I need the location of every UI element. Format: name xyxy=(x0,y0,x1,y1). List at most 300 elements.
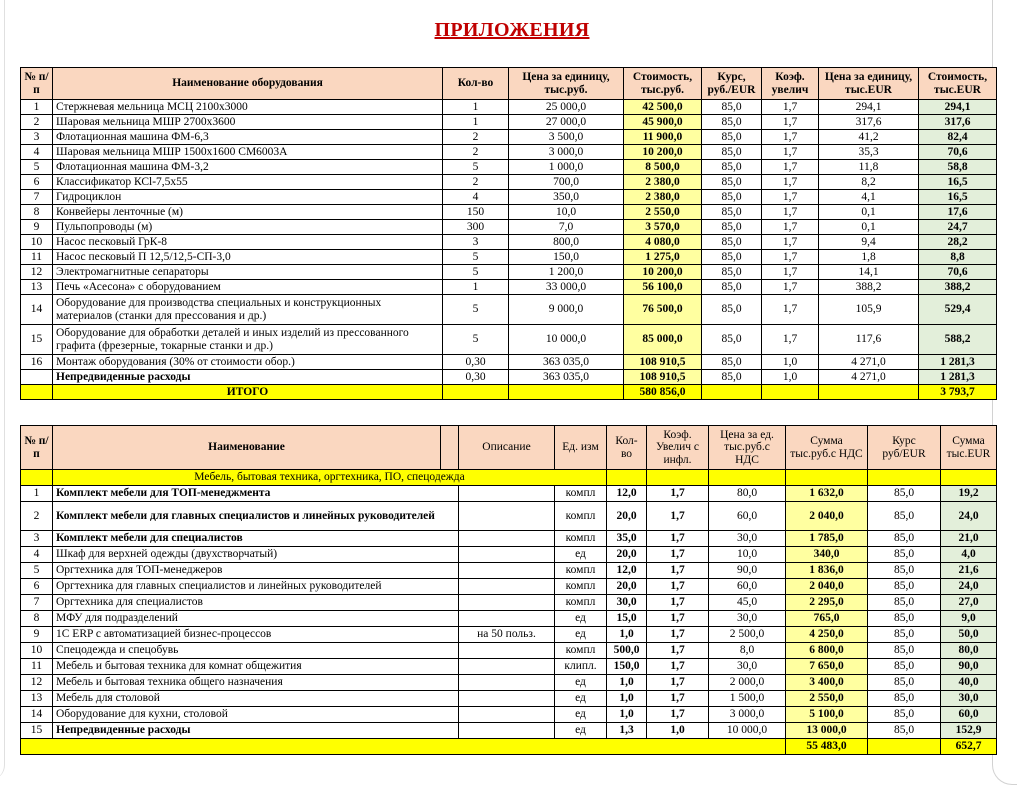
total-price-eur xyxy=(819,385,919,400)
row-name: Комплект мебели для главных специалистов и линейных руководителей xyxy=(53,502,459,531)
row-coef: 1,7 xyxy=(762,115,819,130)
row-unit: компл xyxy=(555,531,607,547)
col-name: Наименование оборудования xyxy=(53,68,443,100)
row-price-rub: 33 000,0 xyxy=(509,280,624,295)
row-rate: 85,0 xyxy=(702,205,762,220)
row-cost-eur: 24,7 xyxy=(919,220,997,235)
page-title: ПРИЛОЖЕНИЯ xyxy=(434,19,590,41)
row-cost-rub: 4 080,0 xyxy=(624,235,702,250)
table-header-row xyxy=(21,68,997,100)
row-num: 7 xyxy=(21,190,53,205)
row-rate: 85,0 xyxy=(868,659,941,675)
row-num: 11 xyxy=(21,659,53,675)
total-coef xyxy=(762,385,819,400)
row-cost-rub: 2 550,0 xyxy=(624,205,702,220)
row-price-rub: 350,0 xyxy=(509,190,624,205)
row-cost-rub: 3 570,0 xyxy=(624,220,702,235)
row-price: 3 000,0 xyxy=(709,707,786,723)
row-price-eur: 14,1 xyxy=(819,265,919,280)
table-row xyxy=(21,295,997,325)
category-empty xyxy=(868,470,941,486)
row-num: 5 xyxy=(21,160,53,175)
row-price-eur: 11,8 xyxy=(819,160,919,175)
row-sum-rub: 1 836,0 xyxy=(786,563,868,579)
row-cost-rub: 2 380,0 xyxy=(624,175,702,190)
row-rate: 85,0 xyxy=(702,235,762,250)
total-empty xyxy=(21,739,786,755)
row-num: 3 xyxy=(21,130,53,145)
row-coef: 1,7 xyxy=(647,659,709,675)
row-qty: 15,0 xyxy=(607,611,647,627)
row-price: 80,0 xyxy=(709,486,786,502)
row-price-eur: 105,9 xyxy=(819,295,919,325)
table-row xyxy=(21,595,997,611)
row-qty: 1,0 xyxy=(607,675,647,691)
table-row xyxy=(21,611,997,627)
row-rate: 85,0 xyxy=(868,531,941,547)
row-sum-rub: 5 100,0 xyxy=(786,707,868,723)
col-rate: Курс, руб./EUR xyxy=(702,68,762,100)
row-desc xyxy=(459,659,555,675)
row-unit: клипл. xyxy=(555,659,607,675)
row-coef: 1,0 xyxy=(762,355,819,370)
row-coef: 1,7 xyxy=(647,563,709,579)
row-coef: 1,7 xyxy=(762,250,819,265)
row-price: 10,0 xyxy=(709,547,786,563)
row-cost-rub: 56 100,0 xyxy=(624,280,702,295)
row-coef: 1,7 xyxy=(762,220,819,235)
row-cost-eur: 588,2 xyxy=(919,325,997,355)
row-num: 13 xyxy=(21,691,53,707)
row-price-rub: 363 035,0 xyxy=(509,370,624,385)
row-cost-eur: 70,6 xyxy=(919,265,997,280)
row-num: 15 xyxy=(21,723,53,739)
row-sum-rub: 4 250,0 xyxy=(786,627,868,643)
table-row xyxy=(21,659,997,675)
table-row xyxy=(21,190,997,205)
row-coef: 1,7 xyxy=(647,691,709,707)
row-unit: компл xyxy=(555,595,607,611)
row-coef: 1,7 xyxy=(647,547,709,563)
row-qty: 5 xyxy=(443,325,509,355)
row-coef: 1,7 xyxy=(647,611,709,627)
table-row xyxy=(21,325,997,355)
row-rate: 85,0 xyxy=(702,370,762,385)
row-rate: 85,0 xyxy=(868,595,941,611)
row-sum-eur: 27,0 xyxy=(941,595,997,611)
row-sum-eur: 19,2 xyxy=(941,486,997,502)
row-price-eur: 35,3 xyxy=(819,145,919,160)
row-qty: 12,0 xyxy=(607,563,647,579)
row-coef: 1,7 xyxy=(762,325,819,355)
row-rate: 85,0 xyxy=(702,295,762,325)
row-sum-rub: 7 650,0 xyxy=(786,659,868,675)
category-empty xyxy=(607,470,647,486)
row-price-eur: 41,2 xyxy=(819,130,919,145)
row-sum-eur: 24,0 xyxy=(941,579,997,595)
row-num: 16 xyxy=(21,355,53,370)
row-price: 90,0 xyxy=(709,563,786,579)
row-desc xyxy=(459,531,555,547)
row-price-rub: 700,0 xyxy=(509,175,624,190)
col-qty: Кол-во xyxy=(443,68,509,100)
col-coef: Коэф. увелич xyxy=(762,68,819,100)
row-price-eur: 4 271,0 xyxy=(819,370,919,385)
row-name: Непредвиденные расходы xyxy=(53,723,459,739)
row-price-eur: 317,6 xyxy=(819,115,919,130)
row-price-eur: 388,2 xyxy=(819,280,919,295)
total-price-rub xyxy=(509,385,624,400)
row-qty: 1 xyxy=(443,280,509,295)
row-qty: 2 xyxy=(443,175,509,190)
row-rate: 85,0 xyxy=(868,486,941,502)
row-rate: 85,0 xyxy=(702,250,762,265)
row-sum-rub: 2 295,0 xyxy=(786,595,868,611)
row-cost-rub: 85 000,0 xyxy=(624,325,702,355)
total-rate xyxy=(868,739,941,755)
furniture-table xyxy=(20,425,997,755)
table-row xyxy=(21,723,997,739)
row-sum-rub: 1 785,0 xyxy=(786,531,868,547)
table-header-row xyxy=(21,426,997,470)
table-row xyxy=(21,280,997,295)
row-qty: 300 xyxy=(443,220,509,235)
row-price-eur: 0,1 xyxy=(819,220,919,235)
row-cost-eur: 529,4 xyxy=(919,295,997,325)
row-num: 6 xyxy=(21,579,53,595)
row-name: Мебель и бытовая техника для комнат общежития xyxy=(53,659,459,675)
col-sum-rub: Сумма тыс.руб.с НДС xyxy=(786,426,868,470)
row-name: Шаровая мельница МШР 1500х1600 СМ6003А xyxy=(53,145,443,160)
row-rate: 85,0 xyxy=(868,707,941,723)
table-row xyxy=(21,531,997,547)
row-rate: 85,0 xyxy=(868,643,941,659)
row-unit: компл xyxy=(555,643,607,659)
row-rate: 85,0 xyxy=(702,175,762,190)
row-coef: 1,7 xyxy=(647,707,709,723)
row-sum-rub: 6 800,0 xyxy=(786,643,868,659)
row-cost-eur: 82,4 xyxy=(919,130,997,145)
row-name: Конвейеры ленточные (м) xyxy=(53,205,443,220)
row-name: Пульпопроводы (м) xyxy=(53,220,443,235)
category-empty xyxy=(941,470,997,486)
row-cost-eur: 294,1 xyxy=(919,100,997,115)
table-row xyxy=(21,145,997,160)
row-name: Электромагнитные сепараторы xyxy=(53,265,443,280)
row-price: 30,0 xyxy=(709,531,786,547)
row-name: Печь «Асесона» с оборудованием xyxy=(53,280,443,295)
row-num: 1 xyxy=(21,486,53,502)
col-price-rub: Цена за единицу, тыс.руб. xyxy=(509,68,624,100)
row-sum-rub: 2 040,0 xyxy=(786,579,868,595)
row-coef: 1,7 xyxy=(762,235,819,250)
row-coef: 1,7 xyxy=(647,579,709,595)
row-unit: ед xyxy=(555,627,607,643)
row-rate: 85,0 xyxy=(702,145,762,160)
row-unit: ед xyxy=(555,611,607,627)
row-price-eur: 8,2 xyxy=(819,175,919,190)
row-qty: 1,0 xyxy=(607,691,647,707)
row-desc xyxy=(459,723,555,739)
row-unit: компл xyxy=(555,563,607,579)
category-empty xyxy=(647,470,709,486)
table-row xyxy=(21,235,997,250)
row-cost-eur: 70,6 xyxy=(919,145,997,160)
category-row xyxy=(21,470,997,486)
row-rate: 85,0 xyxy=(868,547,941,563)
row-rate: 85,0 xyxy=(868,502,941,531)
row-num: 3 xyxy=(21,531,53,547)
table-row xyxy=(21,691,997,707)
col-num: № п/п xyxy=(21,426,53,470)
equipment-table xyxy=(20,67,997,400)
row-name: Монтаж оборудования (30% от стоимости обор.) xyxy=(53,355,443,370)
row-coef: 1,7 xyxy=(647,627,709,643)
row-price-eur: 117,6 xyxy=(819,325,919,355)
row-qty: 1 xyxy=(443,100,509,115)
row-coef: 1,7 xyxy=(762,130,819,145)
col-name: Наименование xyxy=(53,426,441,470)
row-cost-eur: 28,2 xyxy=(919,235,997,250)
row-qty: 5 xyxy=(443,160,509,175)
row-qty: 0,30 xyxy=(443,370,509,385)
row-qty: 12,0 xyxy=(607,486,647,502)
row-name: Мебель для столовой xyxy=(53,691,459,707)
col-price: Цена за ед. тыс.руб.с НДС xyxy=(709,426,786,470)
row-cost-rub: 8 500,0 xyxy=(624,160,702,175)
row-qty: 30,0 xyxy=(607,595,647,611)
total-row xyxy=(21,385,997,400)
row-price-rub: 27 000,0 xyxy=(509,115,624,130)
col-spacer xyxy=(441,426,459,470)
row-rate: 85,0 xyxy=(868,563,941,579)
row-rate: 85,0 xyxy=(702,100,762,115)
row-desc xyxy=(459,502,555,531)
row-price-rub: 10 000,0 xyxy=(509,325,624,355)
row-rate: 85,0 xyxy=(868,611,941,627)
row-num: 13 xyxy=(21,280,53,295)
row-price: 45,0 xyxy=(709,595,786,611)
row-cost-rub: 42 500,0 xyxy=(624,100,702,115)
row-sum-eur: 24,0 xyxy=(941,502,997,531)
row-rate: 85,0 xyxy=(702,190,762,205)
row-qty: 0,30 xyxy=(443,355,509,370)
category-empty xyxy=(786,470,868,486)
row-price-eur: 1,8 xyxy=(819,250,919,265)
row-sum-eur: 4,0 xyxy=(941,547,997,563)
table-row xyxy=(21,175,997,190)
row-coef: 1,7 xyxy=(762,280,819,295)
row-price-eur: 294,1 xyxy=(819,100,919,115)
row-cost-rub: 108 910,5 xyxy=(624,370,702,385)
row-num: 6 xyxy=(21,175,53,190)
row-name: Шаровая мельница МШР 2700х3600 xyxy=(53,115,443,130)
row-sum-rub: 13 000,0 xyxy=(786,723,868,739)
row-name: Насос песковый П 12,5/12,5-СП-3,0 xyxy=(53,250,443,265)
row-qty: 150,0 xyxy=(607,659,647,675)
row-qty: 3 xyxy=(443,235,509,250)
row-qty: 20,0 xyxy=(607,579,647,595)
row-price: 2 500,0 xyxy=(709,627,786,643)
row-num: 4 xyxy=(21,145,53,160)
row-desc xyxy=(459,707,555,723)
row-num: 11 xyxy=(21,250,53,265)
row-price: 2 000,0 xyxy=(709,675,786,691)
row-cost-rub: 10 200,0 xyxy=(624,145,702,160)
row-price: 30,0 xyxy=(709,659,786,675)
row-coef: 1,7 xyxy=(647,502,709,531)
row-cost-eur: 1 281,3 xyxy=(919,355,997,370)
row-name: Оборудование для производства специальных и конструкционных материалов (станки для прессования и др.) xyxy=(53,295,443,325)
row-cost-eur: 58,8 xyxy=(919,160,997,175)
row-rate: 85,0 xyxy=(702,130,762,145)
row-name: Оборудование для кухни, столовой xyxy=(53,707,459,723)
row-cost-rub: 2 380,0 xyxy=(624,190,702,205)
row-num: 12 xyxy=(21,675,53,691)
row-rate: 85,0 xyxy=(702,265,762,280)
slide-frame-left xyxy=(0,0,5,780)
table-row xyxy=(21,675,997,691)
row-price-rub: 3 500,0 xyxy=(509,130,624,145)
row-name: Классификатор КСl-7,5х55 xyxy=(53,175,443,190)
row-unit: компл xyxy=(555,486,607,502)
row-name: Оргтехника для главных специалистов и линейных руководителей xyxy=(53,579,459,595)
total-cost-eur: 3 793,7 xyxy=(919,385,997,400)
table-row xyxy=(21,130,997,145)
row-desc xyxy=(459,643,555,659)
row-name: Насос песковый ГрК-8 xyxy=(53,235,443,250)
row-desc xyxy=(459,595,555,611)
table-row xyxy=(21,627,997,643)
col-desc: Описание xyxy=(459,426,555,470)
row-qty: 500,0 xyxy=(607,643,647,659)
row-price-eur: 9,4 xyxy=(819,235,919,250)
row-coef: 1,7 xyxy=(647,531,709,547)
row-desc xyxy=(459,611,555,627)
col-coef: Коэф. Увелич с инфл. xyxy=(647,426,709,470)
row-qty: 2 xyxy=(443,130,509,145)
row-num xyxy=(21,370,53,385)
category-num xyxy=(21,470,53,486)
row-rate: 85,0 xyxy=(702,355,762,370)
row-price: 8,0 xyxy=(709,643,786,659)
row-cost-eur: 317,6 xyxy=(919,115,997,130)
row-sum-eur: 21,0 xyxy=(941,531,997,547)
row-sum-eur: 60,0 xyxy=(941,707,997,723)
row-qty: 20,0 xyxy=(607,547,647,563)
total-qty xyxy=(443,385,509,400)
total-num xyxy=(21,385,53,400)
table-row xyxy=(21,160,997,175)
row-coef: 1,7 xyxy=(762,265,819,280)
row-cost-rub: 45 900,0 xyxy=(624,115,702,130)
row-unit: ед xyxy=(555,723,607,739)
table-row xyxy=(21,115,997,130)
table-row xyxy=(21,643,997,659)
row-cost-eur: 388,2 xyxy=(919,280,997,295)
table-row xyxy=(21,205,997,220)
col-price-eur: Цена за единицу, тыс.EUR xyxy=(819,68,919,100)
table-row xyxy=(21,250,997,265)
total-sum-eur: 652,7 xyxy=(941,739,997,755)
row-qty: 150 xyxy=(443,205,509,220)
row-coef: 1,7 xyxy=(647,486,709,502)
col-sum-eur: Сумма тыс.EUR xyxy=(941,426,997,470)
row-num: 7 xyxy=(21,595,53,611)
row-desc xyxy=(459,547,555,563)
row-unit: ед xyxy=(555,691,607,707)
row-cost-eur: 1 281,3 xyxy=(919,370,997,385)
col-cost-rub: Стоимость, тыс.руб. xyxy=(624,68,702,100)
row-price-rub: 1 200,0 xyxy=(509,265,624,280)
row-num: 10 xyxy=(21,235,53,250)
total-cost-rub: 580 856,0 xyxy=(624,385,702,400)
row-name: Стержневая мельница МСЦ 2100х3000 xyxy=(53,100,443,115)
row-unit: компл xyxy=(555,502,607,531)
row-price: 60,0 xyxy=(709,579,786,595)
row-qty: 20,0 xyxy=(607,502,647,531)
row-num: 2 xyxy=(21,115,53,130)
row-rate: 85,0 xyxy=(868,675,941,691)
row-desc xyxy=(459,675,555,691)
row-num: 8 xyxy=(21,205,53,220)
row-sum-eur: 21,6 xyxy=(941,563,997,579)
row-name: Непредвиденные расходы xyxy=(53,370,443,385)
table-row xyxy=(21,220,997,235)
row-cost-rub: 1 275,0 xyxy=(624,250,702,265)
col-unit: Ед. изм xyxy=(555,426,607,470)
row-num: 2 xyxy=(21,502,53,531)
table-row xyxy=(21,355,997,370)
row-desc xyxy=(459,579,555,595)
row-price-rub: 1 000,0 xyxy=(509,160,624,175)
row-desc: на 50 польз. xyxy=(459,627,555,643)
row-coef: 1,7 xyxy=(762,295,819,325)
row-coef: 1,7 xyxy=(647,675,709,691)
row-num: 8 xyxy=(21,611,53,627)
row-price-rub: 10,0 xyxy=(509,205,624,220)
row-price-rub: 25 000,0 xyxy=(509,100,624,115)
total-rate xyxy=(702,385,762,400)
row-sum-eur: 40,0 xyxy=(941,675,997,691)
category-empty xyxy=(709,470,786,486)
row-rate: 85,0 xyxy=(868,723,941,739)
row-rate: 85,0 xyxy=(702,325,762,355)
row-price-rub: 9 000,0 xyxy=(509,295,624,325)
row-rate: 85,0 xyxy=(868,579,941,595)
row-unit: ед xyxy=(555,675,607,691)
row-qty: 4 xyxy=(443,190,509,205)
row-cost-rub: 11 900,0 xyxy=(624,130,702,145)
row-num: 14 xyxy=(21,707,53,723)
row-num: 12 xyxy=(21,265,53,280)
category-label: Мебель, бытовая техника, оргтехника, ПО, спецодежда xyxy=(53,470,607,486)
row-desc xyxy=(459,563,555,579)
row-sum-eur: 9,0 xyxy=(941,611,997,627)
row-unit: ед xyxy=(555,547,607,563)
row-name: Оргтехника для ТОП-менеджеров xyxy=(53,563,459,579)
row-num: 4 xyxy=(21,547,53,563)
row-desc xyxy=(459,691,555,707)
row-qty: 35,0 xyxy=(607,531,647,547)
total-sum-rub: 55 483,0 xyxy=(786,739,868,755)
row-price-eur: 0,1 xyxy=(819,205,919,220)
row-rate: 85,0 xyxy=(702,220,762,235)
row-sum-rub: 765,0 xyxy=(786,611,868,627)
row-coef: 1,7 xyxy=(647,643,709,659)
row-qty: 2 xyxy=(443,145,509,160)
row-cost-rub: 108 910,5 xyxy=(624,355,702,370)
